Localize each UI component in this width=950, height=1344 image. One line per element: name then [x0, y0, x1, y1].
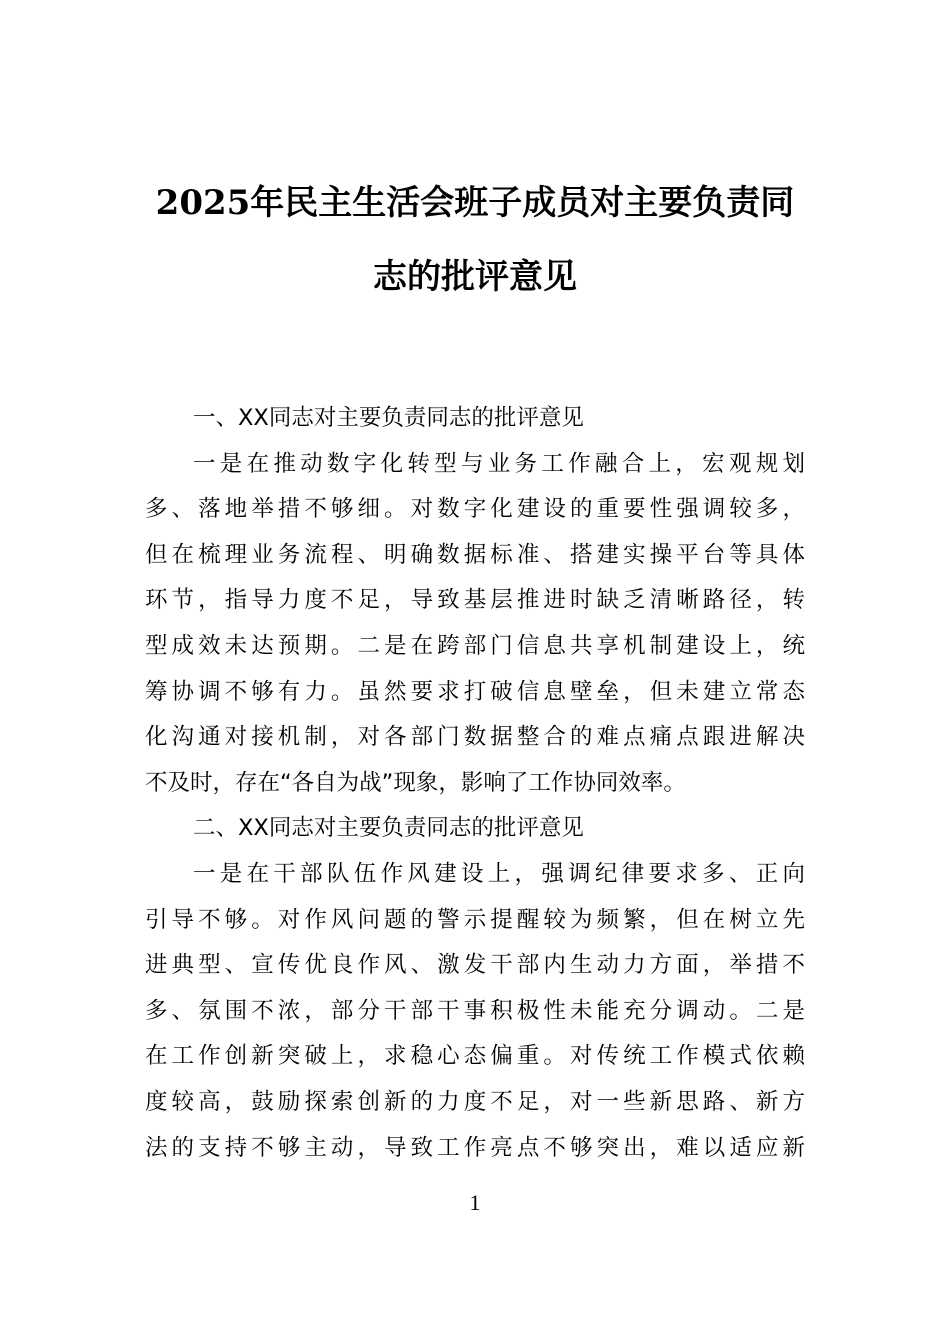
section-2-line-6: 度较高，鼓励探索创新的力度不足，对一些新思路、新方	[145, 1088, 805, 1115]
section-2-line-4: 多、氛围不浓，部分干部干事积极性未能充分调动。二是	[145, 997, 805, 1024]
section-1-line-2: 多、落地举措不够细。对数字化建设的重要性强调较多，	[145, 496, 805, 523]
section-1-line-5: 型成效未达预期。二是在跨部门信息共享机制建设上，统	[145, 632, 805, 659]
document-body	[145, 396, 805, 1171]
section-2-line-7: 法的支持不够主动，导致工作亮点不够突出，难以适应新	[145, 1134, 805, 1161]
section-2-line-1: 一是在干部队伍作风建设上，强调纪律要求多、正向	[193, 860, 805, 887]
title-line-2: 志的批评意见	[373, 257, 577, 297]
section-2-line-2: 引导不够。对作风问题的警示提醒较为频繁，但在树立先	[145, 906, 805, 933]
section-heading-2: 二、XX同志对主要负责同志的批评意见	[193, 815, 584, 842]
section-heading-1: 一、XX同志对主要负责同志的批评意见	[193, 405, 584, 431]
section-2-line-5: 在工作创新突破上，求稳心态偏重。对传统工作模式依赖	[145, 1043, 805, 1070]
section-1-line-4: 环节，指导力度不足，导致基层推进时缺乏清晰路径，转	[145, 587, 805, 614]
section-2-line-3: 进典型、宣传优良作风、激发干部内生动力方面，举措不	[145, 952, 805, 979]
page-number: 1	[469, 1190, 481, 1215]
section-1-line-6: 筹协调不够有力。虽然要求打破信息壁垒，但未建立常态	[145, 678, 805, 705]
section-1-line-7: 化沟通对接机制，对各部门数据整合的难点痛点跟进解决	[145, 724, 805, 751]
document-title	[145, 166, 805, 314]
section-1-line-1: 一是在推动数字化转型与业务工作融合上，宏观规划	[193, 450, 805, 477]
title-line-1: 2025年民主生活会班子成员对主要负责同	[155, 183, 795, 223]
section-1-line-3: 但在梳理业务流程、明确数据标准、搭建实操平台等具体	[145, 541, 805, 568]
section-1-line-8: 不及时，存在“各自为战”现象，影响了工作协同效率。	[145, 769, 686, 796]
